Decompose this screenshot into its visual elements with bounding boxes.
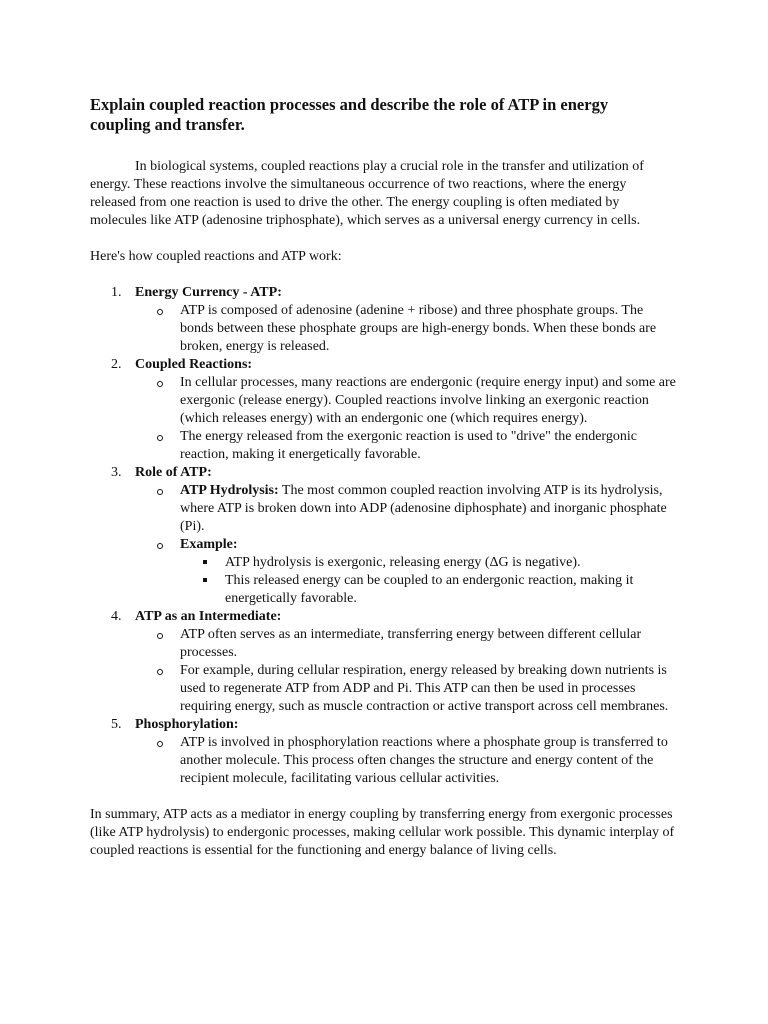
hollow-bullet-icon — [157, 489, 163, 495]
hollow-bullet-icon — [157, 741, 163, 747]
sub-list — [135, 734, 680, 788]
list-item — [135, 662, 680, 716]
list-item-text: ATP is composed of adenosine (adenine + ribose) and three phosphate groups. The bonds between these phosphate groups are high-energy bonds. When these bonds are broken, energy is released. — [180, 303, 657, 354]
lead-paragraph: Here's how coupled reactions and ATP work: — [90, 249, 342, 264]
section-energy-currency — [90, 284, 680, 356]
hollow-bullet-icon — [157, 543, 163, 549]
section-role-of-atp — [90, 464, 680, 608]
document-title: Explain coupled reaction processes and describe the role of ATP in energy coupling and transfer. — [90, 95, 609, 134]
hollow-bullet-icon — [157, 633, 163, 639]
list-item — [135, 374, 680, 428]
hollow-bullet-icon — [157, 669, 163, 675]
list-item — [135, 302, 680, 356]
sub-list — [135, 302, 680, 356]
section-title: ATP as an Intermediate: — [135, 609, 282, 624]
example-item — [180, 572, 675, 608]
section-title: Role of ATP: — [135, 465, 212, 480]
section-title: Phosphorylation: — [135, 717, 239, 732]
list-item-text: In cellular processes, many reactions are endergonic (require energy input) and some are exergonic (release energy). Coupled reactions involve linking an exergonic reaction (which releases energy) with an endergonic one (which requires energy). — [180, 375, 676, 426]
example-item — [180, 554, 675, 572]
list-item-bold-lead: ATP Hydrolysis: — [180, 483, 279, 498]
list-item-bold-lead: Example: — [180, 537, 238, 552]
section-phosphorylation — [90, 716, 680, 788]
hollow-bullet-icon — [157, 309, 163, 315]
square-bullet-icon — [203, 578, 207, 582]
list-item — [135, 626, 680, 662]
list-item-example — [135, 536, 680, 608]
section-number: 4. — [111, 609, 122, 624]
summary-paragraph: In summary, ATP acts as a mediator in energy coupling by transferring energy from exergonic processes (like ATP hydrolysis) to endergonic processes, making cellular work possible. This dynamic interplay of coupled reactions is essential for the functioning and energy balance of living cells. — [90, 807, 675, 858]
hollow-bullet-icon — [157, 381, 163, 387]
section-number: 2. — [111, 357, 122, 372]
section-coupled-reactions — [90, 356, 680, 464]
hollow-bullet-icon — [157, 435, 163, 441]
section-number: 3. — [111, 465, 122, 480]
section-atp-intermediate — [90, 608, 680, 716]
list-item — [135, 428, 680, 464]
intro-paragraph: In biological systems, coupled reactions play a crucial role in the transfer and utilization of energy. These reactions involve the simultaneous occurrence of two reactions, where the energy released from one reaction is used to drive the other. The energy coupling is often mediated by molecules like ATP (adenosine triphosphate), which serves as a universal energy currency in cells. — [90, 159, 644, 228]
list-item — [135, 734, 680, 788]
square-bullet-icon — [203, 560, 207, 564]
sub-list — [135, 626, 680, 716]
section-number: 1. — [111, 285, 122, 300]
example-item-text: ATP hydrolysis is exergonic, releasing energy (ΔG is negative). — [225, 555, 581, 570]
section-list — [90, 284, 680, 788]
example-list — [180, 554, 680, 608]
list-item-text: The energy released from the exergonic reaction is used to "drive" the endergonic reaction, making it energetically favorable. — [180, 429, 637, 462]
list-item-text: The most common coupled reaction involving ATP is its hydrolysis, where ATP is broken down into ADP (adenosine diphosphate) and inorganic phosphate (Pi). — [180, 483, 667, 534]
sub-list — [135, 374, 680, 464]
list-item-text: ATP often serves as an intermediate, transferring energy between different cellular processes. — [180, 627, 642, 660]
section-title: Coupled Reactions: — [135, 357, 253, 372]
list-item-text: ATP is involved in phosphorylation reactions where a phosphate group is transferred to another molecule. This process often changes the structure and energy content of the recipient molecule, facilitating various cellular activities. — [180, 735, 668, 786]
section-number: 5. — [111, 717, 122, 732]
section-title: Energy Currency - ATP: — [135, 285, 282, 300]
sub-list — [135, 482, 680, 608]
list-item — [135, 482, 680, 536]
example-item-text: This released energy can be coupled to an endergonic reaction, making it energetically favorable. — [225, 573, 634, 606]
list-item-text: For example, during cellular respiration, energy released by breaking down nutrients is used to regenerate ATP from ADP and Pi. This ATP can then be used in processes requiring energy, such as muscle contraction or active transport across cell membranes. — [180, 663, 669, 714]
